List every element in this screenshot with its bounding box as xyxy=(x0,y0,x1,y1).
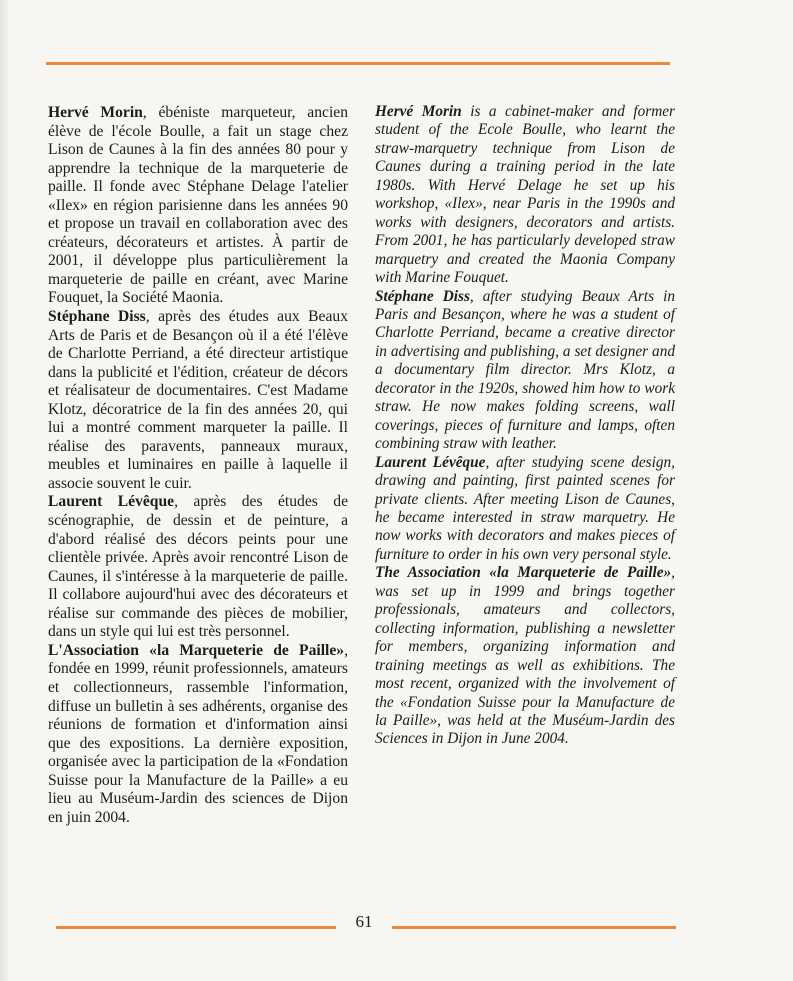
paragraph-text: , ébéniste marqueteur, ancien élève de l'école Boulle, a fait un stage chez Lison de Caunes à la fin des années 80 pour y apprendre la technique de la marqueterie de paille. Il fonde avec Stéphane Delage l'atelier «Ilex» en région parisienne dans les années 90 et propose un travail en collaboration avec des créateurs, décorateurs et artistes. À partir de 2001, il développe plus particulièrement la marqueterie de paille en créant, avec Marine Fouquet, la Société Maonia. xyxy=(48,104,348,307)
paragraph-text: , after studying scene design, drawing and painting, first painted scenes for private clients. After meeting Lison de Caunes, he became interested in straw marquetry. He now works with decorators and makes pieces of furniture to order in his own very personal style. xyxy=(375,453,675,563)
name-herve-morin: Hervé Morin xyxy=(48,104,143,121)
paragraph-text: , was set up in 1999 and brings together professionals, amateurs and collectors, collecting information, publishing a newsletter for members, organizing information and training meetings as well as exhibitions. The most recent, organized with the involvement of the «Fondation Suisse pour la Manufacture de la Paille», was held at the Muséum-Jardin des Sciences in Dijon in June 2004. xyxy=(375,564,675,748)
top-rule xyxy=(46,62,670,65)
bottom-rule-left xyxy=(56,926,336,929)
french-column xyxy=(48,104,348,827)
name-laurent-leveque: Laurent Lévêque xyxy=(375,453,486,471)
page-number: 61 xyxy=(355,912,373,931)
bottom-rule-right xyxy=(392,926,676,929)
paragraph-stephane-diss-en xyxy=(375,288,675,454)
name-herve-morin: Hervé Morin xyxy=(375,103,462,120)
paragraph-herve-morin-fr xyxy=(48,104,348,308)
paragraph-text: , after studying Beaux Arts in Paris and Besançon, where he was a student of Charlotte Perriand, became a creative director in advertising and publishing, a set designer and a documentary film director. Mrs Klotz, a decorator in the 1920s, showed him how to work straw. He now makes folding screens, wall coverings, pieces of furniture and lamps, often combining straw with leather. xyxy=(375,287,676,453)
paragraph-association-en xyxy=(375,564,675,749)
paragraph-herve-morin-en xyxy=(375,103,675,288)
name-association: The Association «la Marqueterie de Paille» xyxy=(375,564,672,582)
paragraph-text: , après des études de scénographie, de dessin et de peinture, a d'abord réalisé des décors peints pour une clientèle privée. Après avoir rencontré Lison de Caunes, il s'intéresse à la marqueterie de paille. Il collabore aujourd'hui avec des décorateurs et réalise sur commande des pièces de mobilier, dans un style qui lui est très personnel. xyxy=(48,493,348,641)
paragraph-text: , fondée en 1999, réunit professionnels, amateurs et collectionneurs, rassemble l'information, diffuse un bulletin à ses adhérents, organise des réunions de formation et d'information ainsi que des expositions. La dernière exposition, organisée avec la participation de la «Fondation Suisse pour la Manufacture de la Paille» a eu lieu au Muséum-Jardin des sciences de Dijon en juin 2004. xyxy=(48,641,348,826)
paragraph-stephane-diss-fr xyxy=(48,308,348,493)
page-binding-shadow xyxy=(0,0,10,981)
name-association: L'Association «la Marqueterie de Paille» xyxy=(48,641,345,659)
paragraph-text: , après des études aux Beaux Arts de Paris et de Besançon où il a été l'élève de Charlotte Perriand, a été directeur artistique dans la publicité et l'édition, créateur de décors et réalisateur de documentaires. C'est Madame Klotz, décoratrice de la fin des années 20, qui lui a montré comment marqueter la paille. Il réalise des paravents, panneaux muraux, meubles et luminaires en paille à laquelle il associe souvent le cuir. xyxy=(48,308,348,492)
paragraph-text: is a cabinet-maker and former student of the Ecole Boulle, who learnt the straw-marquetry technique from Lison de Caunes during a training period in the late 1980s. With Hervé Delage he set up his workshop, «Ilex», near Paris in the 1990s and works with designers, decorators and artists. From 2001, he has particularly developed straw marquetry and created the Maonia Company with Marine Fouquet. xyxy=(375,103,675,287)
name-stephane-diss: Stéphane Diss xyxy=(375,287,470,305)
english-column xyxy=(375,103,675,749)
name-laurent-leveque: Laurent Lévêque xyxy=(48,493,175,511)
paragraph-association-fr xyxy=(48,642,348,827)
name-stephane-diss: Stéphane Diss xyxy=(48,308,146,326)
paragraph-laurent-leveque-en xyxy=(375,454,675,565)
paragraph-laurent-leveque-fr xyxy=(48,493,348,641)
